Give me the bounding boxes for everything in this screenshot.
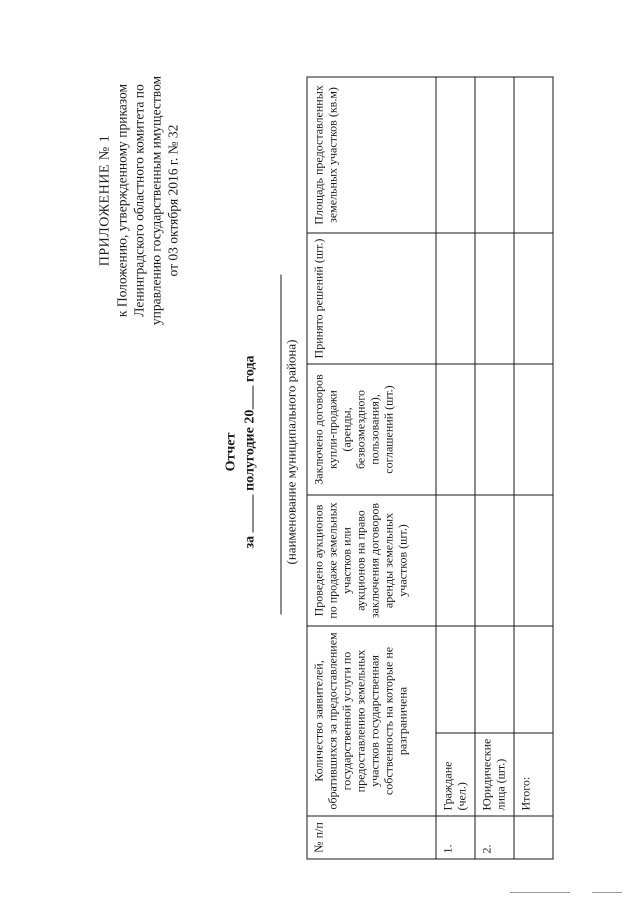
cell-contracts bbox=[514, 364, 553, 495]
cell-auctions bbox=[514, 495, 553, 626]
report-title: Отчет bbox=[223, 432, 239, 472]
row-label: Граждане (чел.) bbox=[436, 733, 475, 816]
cell-decisions bbox=[475, 233, 514, 364]
cell-count bbox=[436, 626, 475, 733]
cell-count bbox=[475, 626, 514, 733]
period-blank-half bbox=[241, 494, 254, 532]
report-heading bbox=[223, 0, 260, 905]
period-prefix: за bbox=[242, 535, 258, 549]
header-num: № п/п bbox=[307, 816, 436, 859]
table-row bbox=[475, 77, 514, 859]
period-suffix: года bbox=[242, 355, 258, 383]
appendix-line-2: Ленинградского областного комитета по bbox=[131, 84, 147, 317]
cell-contracts bbox=[475, 364, 514, 495]
table-row bbox=[436, 77, 475, 859]
appendix-line-1: к Положению, утвержденному приказом bbox=[114, 83, 130, 318]
scan-edge-mark bbox=[510, 892, 570, 893]
cell-area bbox=[475, 77, 514, 233]
cell-area bbox=[514, 77, 553, 233]
header-contracts: Заключено договоров купли-продажи (аренды, безвозмездного пользования), соглашений (шт.) bbox=[307, 364, 436, 495]
row-num bbox=[514, 816, 553, 859]
report-table bbox=[307, 77, 554, 860]
table-header-row bbox=[307, 77, 436, 859]
document-sheet bbox=[1, 0, 640, 905]
scan-edge-mark bbox=[592, 892, 622, 893]
header-area: Площадь предоставленных земельных участков (кв.м) bbox=[307, 77, 436, 233]
cell-decisions bbox=[436, 233, 475, 364]
period-blank-year bbox=[241, 386, 254, 410]
header-auctions: Проведено аукционов по продаже земельных участков или аукционов на право заключения договоров аренды земельных участков (шт.) bbox=[307, 495, 436, 626]
cell-auctions bbox=[436, 495, 475, 626]
cell-count bbox=[514, 626, 553, 733]
appendix-line-4: от 03 октября 2016 г. № 32 bbox=[165, 124, 181, 277]
cell-contracts bbox=[436, 364, 475, 495]
row-label: Юридические лица (шт.) bbox=[475, 733, 514, 816]
row-num: 1. bbox=[436, 816, 475, 859]
row-num: 2. bbox=[475, 816, 514, 859]
municipality-underline bbox=[281, 275, 282, 615]
table-row bbox=[514, 77, 553, 859]
period-mid: полугодие 20 bbox=[242, 409, 258, 491]
cell-area bbox=[436, 77, 475, 233]
row-label: Итого: bbox=[514, 733, 553, 816]
cell-auctions bbox=[475, 495, 514, 626]
appendix-line-3: управлению государственным имуществом bbox=[148, 75, 164, 326]
appendix-block bbox=[97, 66, 182, 336]
header-decisions: Принято решений (шт.) bbox=[307, 233, 436, 364]
header-count: Количество заявителей, обратившихся за предоставлением государственной услуги по предоставлению земельных участков государственная собственность на которые не разграничена bbox=[307, 626, 436, 816]
report-period bbox=[241, 0, 260, 905]
municipality-label: (наименование муниципального района) bbox=[283, 339, 299, 565]
cell-decisions bbox=[514, 233, 553, 364]
appendix-title: ПРИЛОЖЕНИЕ № 1 bbox=[97, 134, 113, 267]
